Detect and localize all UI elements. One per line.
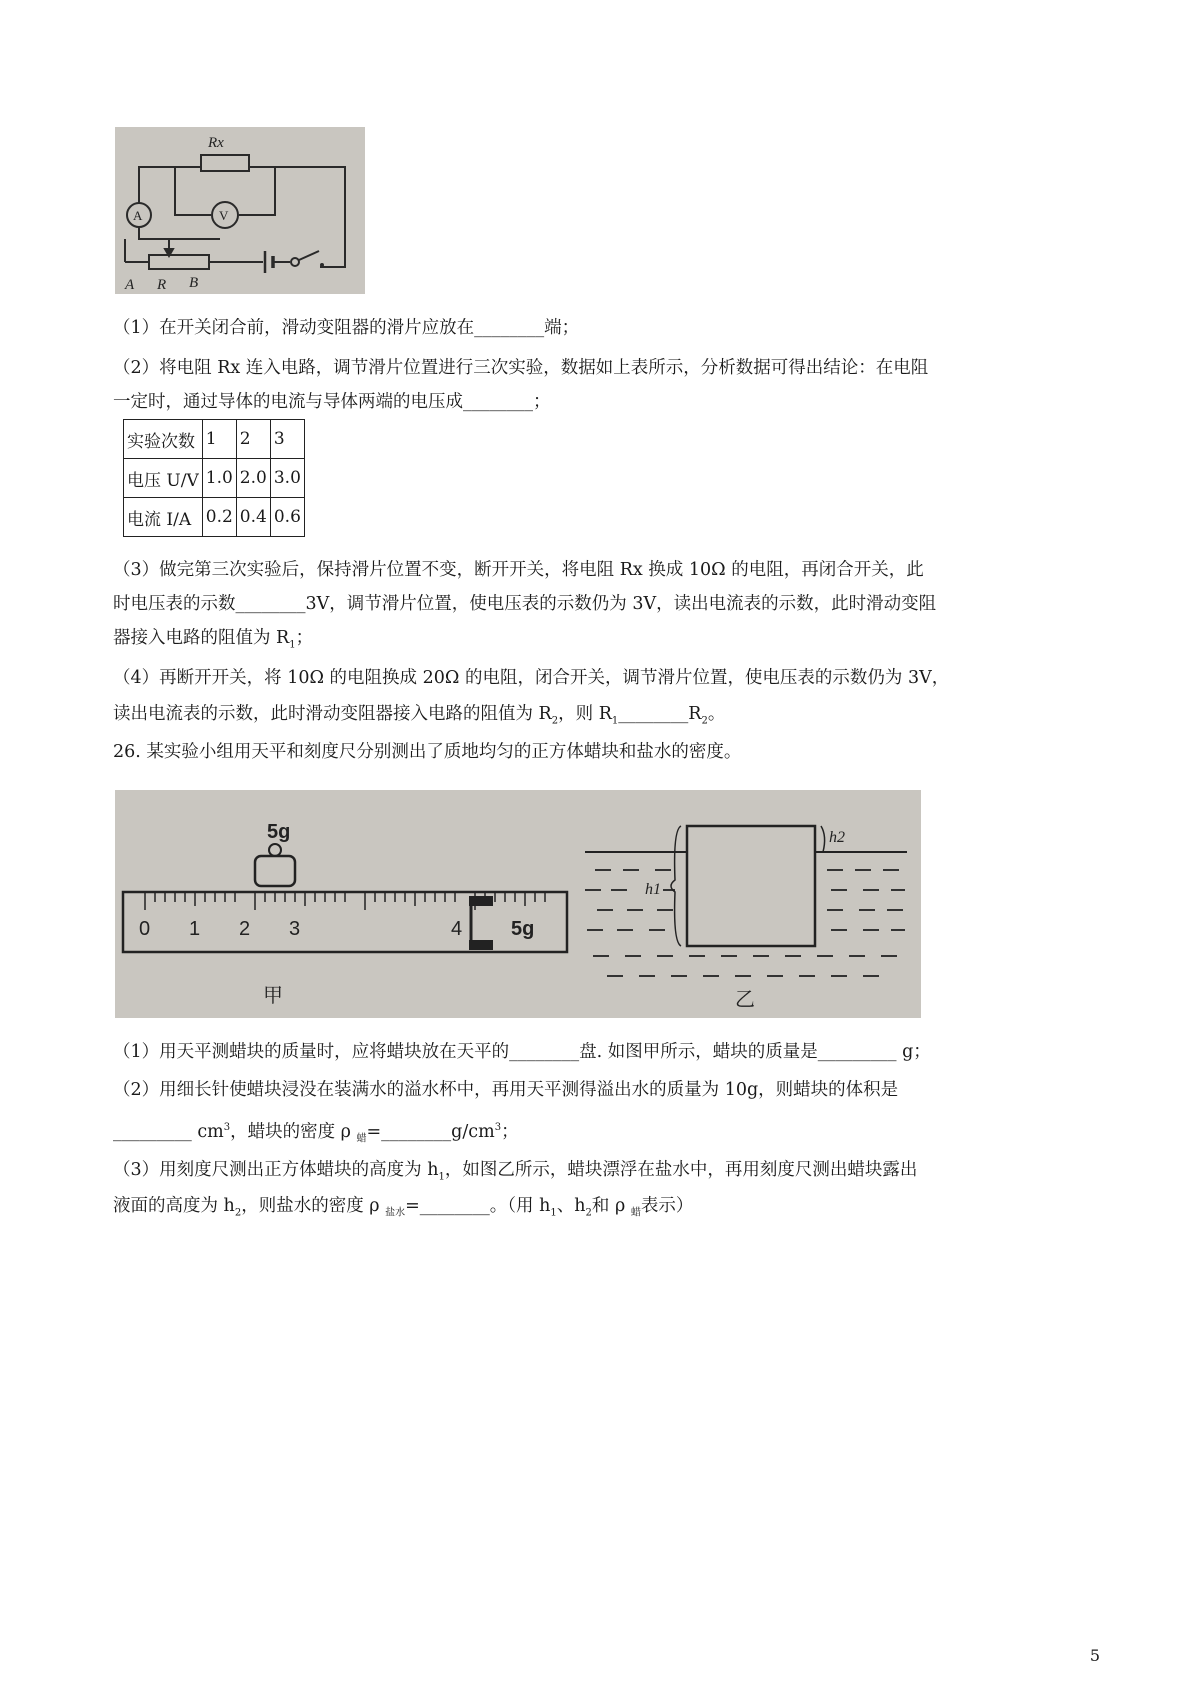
text-run: ，蜡块的密度 ρ: [230, 1121, 357, 1142]
table-header-row: [124, 420, 305, 459]
text-run: 液面的高度为 h: [113, 1196, 235, 1216]
rx-label: Rx: [208, 135, 224, 151]
subscript: 蜡: [630, 1207, 641, 1219]
text-run: 读出电流表的示数，此时滑动变阻器接入电路的阻值为 R: [113, 704, 552, 724]
q26-figure: [115, 790, 921, 1018]
table-cell: 1: [202, 420, 236, 459]
table-cell: 2.0: [236, 459, 270, 498]
rheostat-label: R: [157, 277, 167, 293]
subscript: 2: [234, 1207, 242, 1219]
q26-part2-line2: [113, 1116, 519, 1151]
scale-label: 0: [139, 918, 151, 940]
text-run: （3）用刻度尺测出正方体蜡块的高度为 h: [113, 1160, 439, 1180]
circuit-diagram: [115, 127, 365, 294]
table-cell: 0.4: [236, 498, 270, 537]
subscript: 蜡: [356, 1133, 367, 1145]
q26-part3-line2: [113, 1194, 693, 1226]
q25-part3-line3: [113, 626, 313, 658]
q25-part3-line1: （3）做完第三次实验后，保持滑片位置不变，断开开关，将电阻 Rx 换成 10Ω 的电阻，再闭合开关，此: [113, 560, 924, 580]
subscript: 2: [551, 715, 559, 727]
caption-left: 甲: [263, 983, 283, 1007]
table-cell: 0.2: [202, 498, 236, 537]
page-number: 5: [1089, 1646, 1100, 1665]
table-cell: 电压 U/V: [124, 459, 203, 498]
table-row: [124, 459, 305, 498]
scale-label: 5g: [511, 918, 535, 940]
table-cell: 实验次数: [124, 420, 203, 459]
text-run: ；: [501, 1121, 519, 1142]
text-run: ，如图乙所示，蜡块漂浮在盐水中，再用刻度尺测出蜡块露出: [444, 1160, 918, 1180]
text-run: 和 ρ: [591, 1196, 631, 1216]
table-cell: 1.0: [202, 459, 236, 498]
subscript: 1: [438, 1171, 445, 1183]
q25-part2-line2: 一定时，通过导体的电流与导体两端的电压成________；: [113, 392, 551, 412]
q26-part1: （1）用天平测蜡块的质量时，应将蜡块放在天平的________盘. 如图甲所示，蜡块的质量是_________ g；: [113, 1042, 931, 1062]
text-run: =________g/cm: [366, 1121, 495, 1142]
text-run: 器接入电路的阻值为 R: [113, 628, 290, 648]
text-run: =________。（用 h: [405, 1196, 551, 1216]
q25-part2-line1: （2）将电阻 Rx 连入电路，调节滑片位置进行三次实验，数据如上表所示，分析数据可得出结论：在电阻: [113, 358, 929, 378]
scale-label: 3: [289, 918, 301, 940]
q26-part2-line1: （2）用细长针使蜡块浸没在装满水的溢水杯中，再用天平测得溢出水的质量为 10g，则蜡块的体积是: [113, 1080, 899, 1100]
table-cell: 电流 I/A: [124, 498, 203, 537]
subscript: 2: [585, 1207, 592, 1219]
terminal-a-label: A: [125, 277, 135, 293]
text-run: 、h: [556, 1196, 586, 1216]
h1-label: h1: [645, 881, 661, 898]
superscript: 3: [494, 1122, 502, 1133]
q25-part1: （1）在开关闭合前，滑动变阻器的滑片应放在________端；: [113, 318, 580, 338]
table-cell: 0.6: [270, 498, 304, 537]
subscript: 1: [289, 639, 296, 651]
scale-label: 2: [239, 918, 251, 940]
weight-label: 5g: [267, 821, 291, 843]
subscript: 盐水: [385, 1207, 406, 1219]
q25-part4-line1: （4）再断开开关，将 10Ω 的电阻换成 20Ω 的电阻，闭合开关，调节滑片位置，使电压表的示数仍为 3V，: [113, 668, 950, 688]
q26-part3-line1: [113, 1158, 917, 1190]
subscript: 2: [701, 715, 708, 727]
text-run: ，则盐水的密度 ρ: [241, 1196, 386, 1216]
subscript: 1: [550, 1207, 557, 1219]
caption-right: 乙: [735, 987, 755, 1011]
h2-label: h2: [829, 829, 845, 846]
scale-label: 1: [189, 918, 201, 940]
terminal-b-label: B: [189, 275, 199, 291]
text-run: ，则 R: [558, 704, 612, 724]
table-cell: 3: [270, 420, 304, 459]
q26-title: 26. 某实验小组用天平和刻度尺分别测出了质地均匀的正方体蜡块和盐水的密度。: [113, 742, 742, 762]
q25-part3-line2: 时电压表的示数________3V，调节滑片位置，使电压表的示数仍为 3V，读出电流表的示数，此时滑动变阻: [113, 594, 937, 614]
ammeter-symbol: A: [133, 208, 143, 223]
experiment-data-table: [123, 419, 305, 537]
superscript: 3: [223, 1122, 231, 1133]
q25-part4-line2: [113, 702, 725, 734]
table-cell: 2: [236, 420, 270, 459]
text-run: ；: [295, 628, 314, 648]
text-run: 。: [707, 704, 726, 724]
voltmeter-symbol: V: [219, 208, 229, 223]
text-run: 表示）: [640, 1196, 694, 1216]
text-run: _________ cm: [113, 1121, 224, 1142]
table-cell: 3.0: [270, 459, 304, 498]
subscript: 1: [611, 715, 619, 727]
scale-label: 4: [451, 918, 463, 940]
text-run: ________R: [618, 704, 702, 724]
table-row: [124, 498, 305, 537]
